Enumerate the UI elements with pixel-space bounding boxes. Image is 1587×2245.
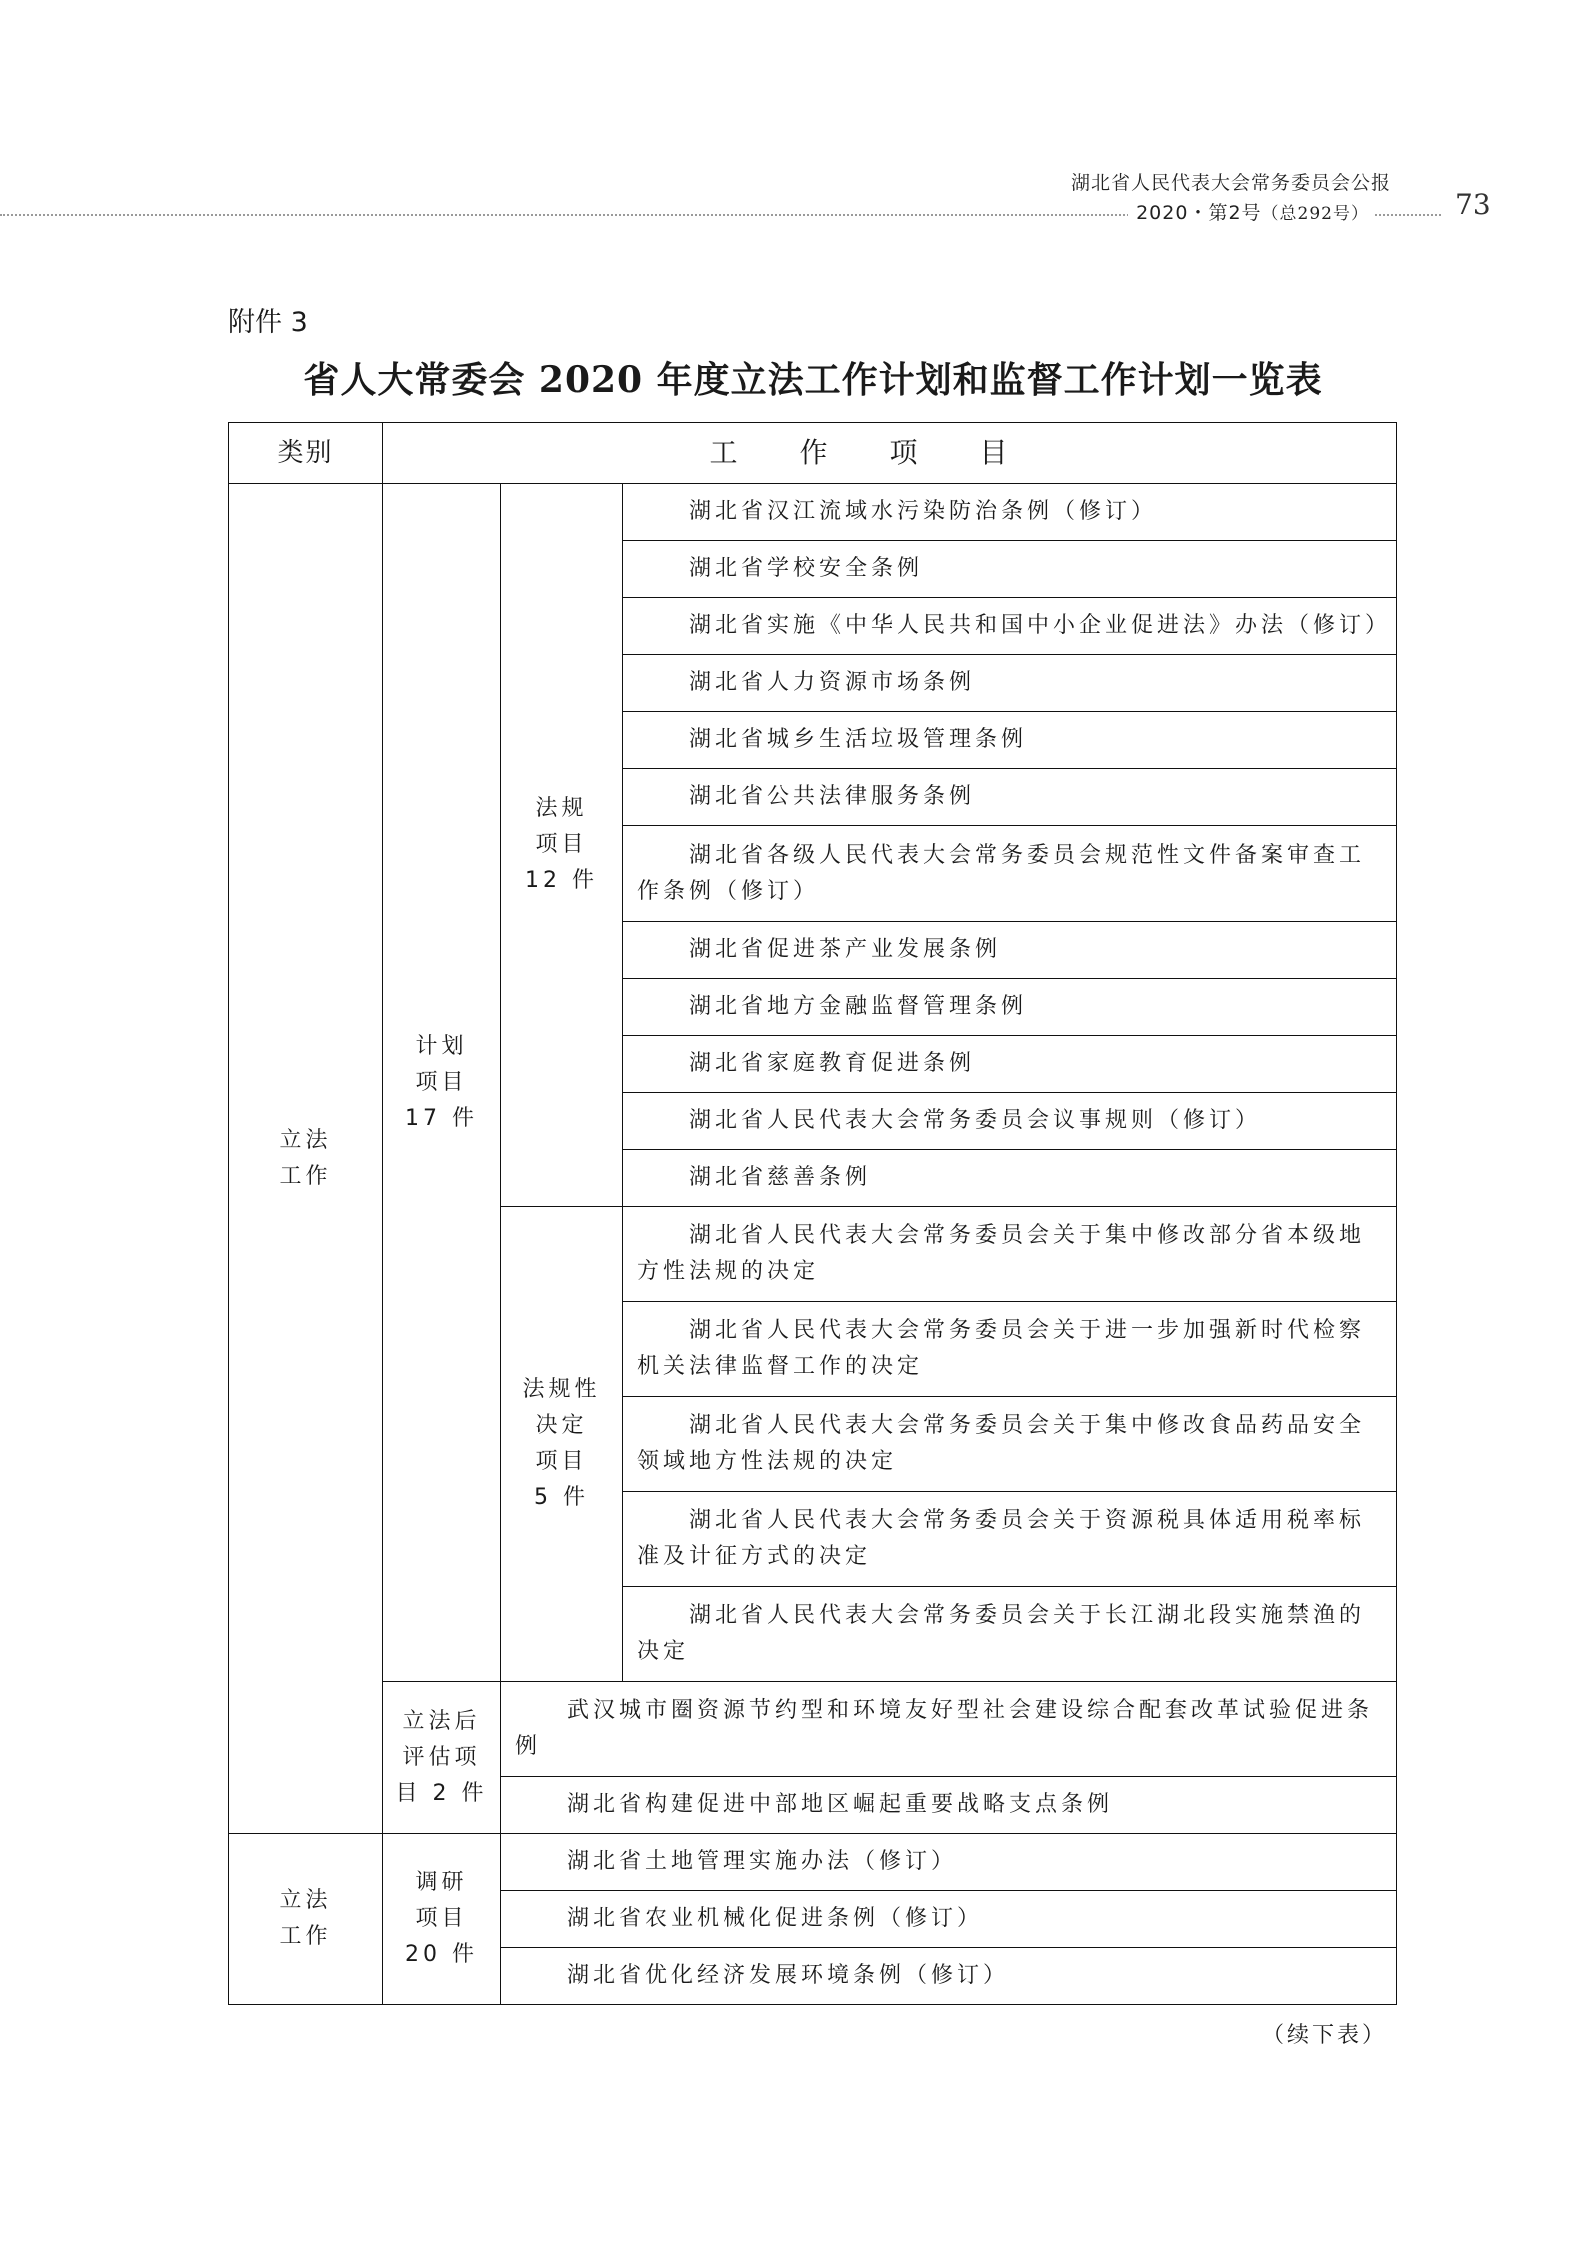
category-legislative-2: [229, 1834, 383, 2005]
header-category: 类别: [229, 423, 383, 484]
plan-table: [228, 422, 1397, 2005]
work-item-text: 湖北省人民代表大会常务委员会关于进一步加强新时代检察机关法律监督工作的决定: [637, 1318, 1366, 1379]
group-line: 17 件: [405, 1105, 478, 1131]
work-item: [623, 598, 1397, 655]
work-item: [623, 655, 1397, 712]
table-row: [229, 484, 1397, 541]
issue-suffix: （总292号）: [1261, 204, 1369, 224]
group-regulations: [501, 484, 623, 1207]
group-line: 目 2 件: [395, 1780, 488, 1806]
group-line: 12 件: [525, 868, 598, 893]
group-line: 项目: [535, 1449, 588, 1474]
work-item: [623, 1036, 1397, 1093]
work-item-text: 武汉城市圈资源节约型和环境友好型社会建设综合配套改革试验促进条例: [515, 1698, 1374, 1759]
work-item-text: 湖北省土地管理实施办法（修订）: [567, 1849, 958, 1874]
work-item: [623, 1302, 1397, 1397]
header-rule: [0, 214, 1145, 216]
work-item-text: 湖北省构建促进中部地区崛起重要战略支点条例: [567, 1792, 1114, 1817]
work-item-text: 湖北省家庭教育促进条例: [689, 1051, 976, 1076]
work-item: [623, 979, 1397, 1036]
work-item-text: 湖北省各级人民代表大会常务委员会规范性文件备案审查工作条例（修订）: [637, 842, 1366, 904]
issue-number: [1128, 198, 1369, 225]
work-item: [623, 1150, 1397, 1207]
work-item: [501, 1948, 1397, 2005]
work-item-text: 湖北省人民代表大会常务委员会议事规则（修订）: [689, 1108, 1262, 1133]
group-evaluation: [383, 1682, 501, 1834]
work-item-text: 湖北省汉江流域水污染防治条例（修订）: [689, 499, 1158, 524]
work-item: [623, 1492, 1397, 1587]
group-line: 项目: [415, 1906, 468, 1931]
group-research: [383, 1834, 501, 2005]
group-decisions: [501, 1207, 623, 1682]
category-line: 工作: [279, 1924, 332, 1949]
work-item-text: 湖北省促进茶产业发展条例: [689, 937, 1002, 962]
group-line: 20 件: [405, 1942, 478, 1967]
work-item-text: 湖北省人力资源市场条例: [689, 670, 976, 695]
work-item-text: 湖北省人民代表大会常务委员会关于长江湖北段实施禁渔的决定: [637, 1603, 1366, 1664]
work-item: [623, 484, 1397, 541]
work-item: [623, 922, 1397, 979]
work-item: [623, 712, 1397, 769]
table-header-row: [229, 423, 1397, 484]
work-item-text: 湖北省城乡生活垃圾管理条例: [689, 727, 1028, 752]
work-item-text: 湖北省人民代表大会常务委员会关于集中修改部分省本级地方性法规的决定: [637, 1223, 1366, 1284]
continued-note: （续下表）: [1261, 2023, 1387, 2048]
group-line: 决定: [535, 1413, 588, 1438]
group-line: 立法后: [402, 1708, 481, 1734]
work-item: [501, 1682, 1397, 1777]
category-line: 工作: [279, 1163, 332, 1189]
group-line: 法规: [535, 796, 588, 821]
work-item-text: 湖北省实施《中华人民共和国中小企业促进法》办法（修订）: [689, 613, 1392, 638]
category-legislative: [229, 484, 383, 1834]
work-item: [623, 826, 1397, 922]
work-item-text: 湖北省优化经济发展环境条例（修订）: [567, 1963, 1010, 1988]
category-line: 立法: [279, 1888, 332, 1913]
work-item: [623, 769, 1397, 826]
group-line: 法规性: [522, 1377, 601, 1402]
table-row: [229, 1834, 1397, 1891]
work-item: [623, 1397, 1397, 1492]
group-plan: [383, 484, 501, 1682]
work-item-text: 湖北省地方金融监督管理条例: [689, 994, 1028, 1019]
group-line: 5 件: [534, 1485, 589, 1510]
work-item-text: 湖北省人民代表大会常务委员会关于资源税具体适用税率标准及计征方式的决定: [637, 1508, 1366, 1569]
header-rule-right: [1375, 214, 1441, 216]
work-item: [623, 1587, 1397, 1682]
group-line: 项目: [535, 832, 588, 857]
journal-title: 湖北省人民代表大会常务委员会公报: [1070, 172, 1391, 194]
work-item-text: 湖北省公共法律服务条例: [689, 784, 976, 809]
issue-main: 2020・第2号: [1136, 202, 1262, 224]
page-title: 省人大常委会 2020 年度立法工作计划和监督工作计划一览表: [303, 359, 1323, 401]
header-work-items: 工作项目: [383, 423, 1397, 484]
work-item-text: 湖北省慈善条例: [689, 1165, 872, 1190]
work-item-text: 湖北省人民代表大会常务委员会关于集中修改食品药品安全领域地方性法规的决定: [637, 1413, 1366, 1474]
work-item: [501, 1777, 1397, 1834]
group-line: 项目: [415, 1069, 468, 1095]
work-item-text: 湖北省农业机械化促进条例（修订）: [567, 1906, 984, 1931]
table-row: [229, 1682, 1397, 1777]
category-line: 立法: [279, 1127, 332, 1153]
group-line: 计划: [415, 1033, 468, 1059]
group-line: 评估项: [402, 1744, 481, 1770]
work-item-text: 湖北省学校安全条例: [689, 556, 924, 581]
work-item: [501, 1834, 1397, 1891]
group-line: 调研: [415, 1870, 468, 1895]
page-number: 73: [1455, 188, 1491, 221]
work-item: [623, 1207, 1397, 1302]
work-item: [623, 541, 1397, 598]
attachment-label: 附件 3: [228, 307, 308, 338]
work-item: [501, 1891, 1397, 1948]
work-item: [623, 1093, 1397, 1150]
